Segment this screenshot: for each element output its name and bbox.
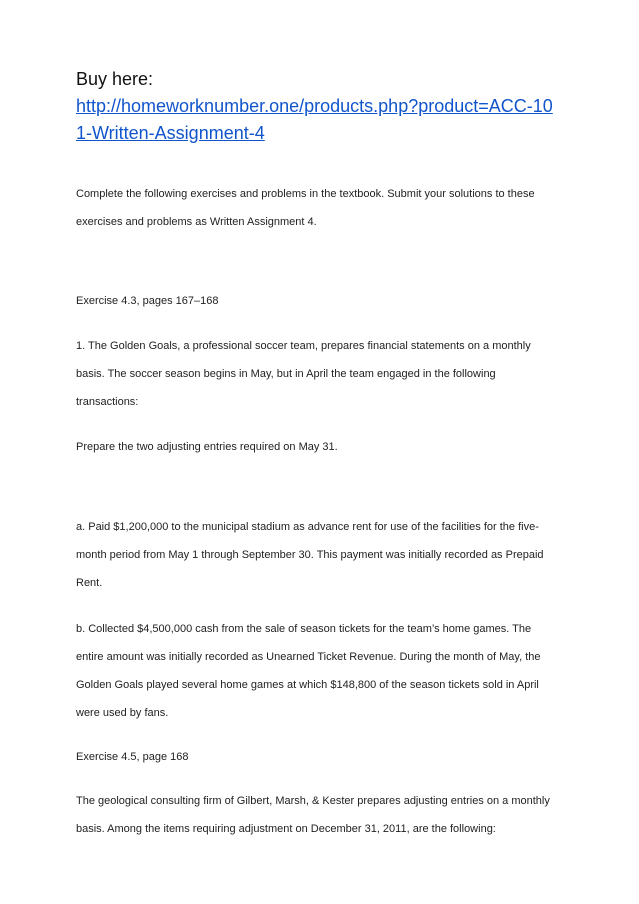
buy-link[interactable]: http://homeworknumber.one/products.php?product=ACC-101-Written-Assignment-4 [76,96,553,143]
item-b-paragraph: b. Collected $4,500,000 cash from the sale of season tickets for the team’s home games. The entire amount was initially recorded as Unearned Ticket Revenue. During the month of May, the Golden Goals played several home games at which $148,800 of the season tickets sold in April were used by fans. [76,623,541,719]
exercise-4-5-heading: Exercise 4.5, page 168 [76,751,189,763]
exercise-4-5-paragraph: The geological consulting firm of Gilbert, Marsh, & Kester prepares adjusting entries on a monthly basis. Among the items requiring adjustment on December 31, 2011, are the following: [76,795,550,835]
document-body [76,66,556,843]
item-a-paragraph: a. Paid $1,200,000 to the municipal stadium as advance rent for use of the facilities for the five-month period from May 1 through September 30. This payment was initially recorded as Prepaid Rent. [76,521,544,589]
exercise-4-3-problem: 1. The Golden Goals, a professional soccer team, prepares financial statements on a monthly basis. The soccer season begins in May, but in April the team engaged in the following transactions: [76,340,531,408]
intro-paragraph: Complete the following exercises and problems in the textbook. Submit your solutions to these exercises and problems as Written Assignment 4. [76,188,535,228]
buy-label: Buy here: [76,69,154,89]
exercise-4-3-heading: Exercise 4.3, pages 167–168 [76,295,219,307]
exercise-4-3-instruction: Prepare the two adjusting entries required on May 31. [76,441,338,453]
